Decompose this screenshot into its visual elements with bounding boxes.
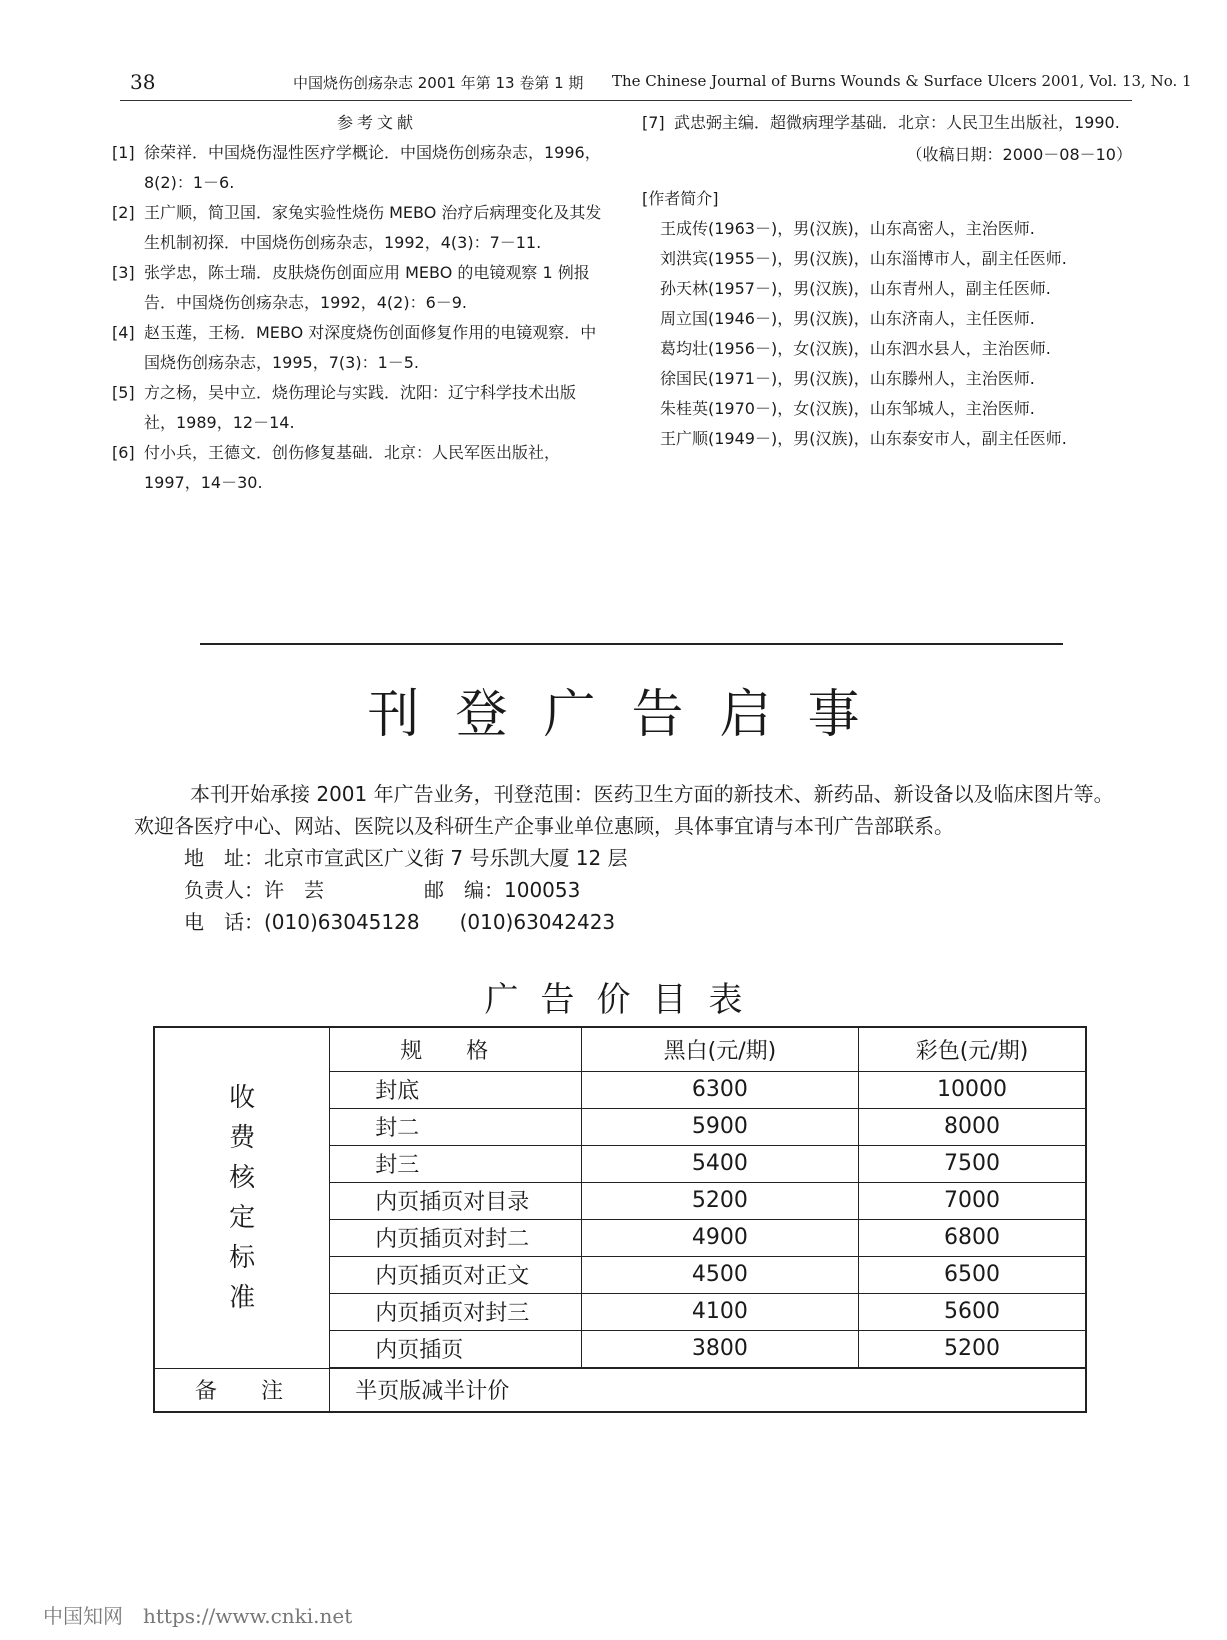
- header-bw: 黑白(元/期): [581, 1027, 858, 1071]
- header-color: 彩色(元/期): [859, 1027, 1086, 1071]
- spec-cell: 封底: [330, 1071, 582, 1108]
- reference-item: [112, 198, 602, 258]
- header-divider: [120, 100, 1132, 101]
- author-bio: 王广顺(1949－)，男(汉族)，山东泰安市人，副主任医师.: [660, 429, 1067, 448]
- color-price-cell: 6800: [859, 1219, 1086, 1256]
- author-bio: 徐国民(1971－)，男(汉族)，山东滕州人，主治医师.: [660, 369, 1035, 388]
- reference-text: 方之杨，吴中立．烧伤理论与实践．沈阳：辽宁科学技术出版社，1989，12－14.: [144, 383, 577, 432]
- category-cell: [154, 1027, 330, 1368]
- reference-number: [3]: [112, 263, 135, 282]
- right-column: [642, 108, 1142, 454]
- reference-number: [4]: [112, 323, 135, 342]
- bw-price-cell: 4500: [581, 1256, 858, 1293]
- color-price-cell: 7000: [859, 1182, 1086, 1219]
- header-spec: 规 格: [330, 1027, 582, 1071]
- author-bio: 孙天林(1957－)，男(汉族)，山东青州人，副主任医师.: [660, 279, 1051, 298]
- price-table-title: 广告价目表: [484, 980, 765, 1020]
- spec-cell: 内页插页对封二: [330, 1219, 582, 1256]
- remark-row: [154, 1368, 1086, 1412]
- bw-price-cell: 3800: [581, 1330, 858, 1367]
- references-section: [112, 108, 602, 498]
- notice-address: 地 址：北京市宣武区广义街 7 号乐凯大厦 12 层: [184, 846, 628, 870]
- bw-price-cell: 5200: [581, 1182, 858, 1219]
- references-heading: 参考文献: [336, 113, 417, 132]
- reference-number: [7]: [642, 113, 665, 132]
- spec-cell: 封二: [330, 1108, 582, 1145]
- category-char: 核: [229, 1162, 256, 1193]
- journal-title-cn: 中国烧伤创疡杂志 2001 年第 13 卷第 1 期: [293, 74, 584, 92]
- spec-cell: 封三: [330, 1145, 582, 1182]
- author-bio: 朱桂英(1970－)，女(汉族)，山东邹城人，主治医师.: [660, 399, 1035, 418]
- bw-price-cell: 4100: [581, 1293, 858, 1330]
- reference-text: 付小兵，王德文．创伤修复基础．北京：人民军医出版社，1997，14－30.: [144, 443, 561, 492]
- notice-phone: 电 话：(010)63045128 (010)63042423: [184, 910, 616, 934]
- received-date: （收稿日期：2000－08－10）: [906, 145, 1132, 164]
- reference-text: 王广顺，简卫国．家兔实验性烧伤 MEBO 治疗后病理变化及其发生机制初探．中国烧伤创疡杂志，1992，4(3)：7－11.: [144, 203, 602, 252]
- spec-cell: 内页插页对目录: [330, 1182, 582, 1219]
- spec-cell: 内页插页: [330, 1330, 582, 1367]
- author-bio: 王成传(1963－)，男(汉族)，山东高密人，主治医师.: [660, 219, 1035, 238]
- color-price-cell: 5200: [859, 1330, 1086, 1367]
- notice-title: 刊登广告启事: [367, 685, 896, 745]
- remark-label: 备 注: [154, 1368, 330, 1412]
- price-table: [153, 1026, 1087, 1413]
- bw-price-cell: 4900: [581, 1219, 858, 1256]
- reference-number: [1]: [112, 143, 135, 162]
- remark-text: 半页版减半计价: [330, 1368, 1086, 1412]
- reference-text: 张学忠，陈士瑞．皮肤烧伤创面应用 MEBO 的电镜观察 1 例报告．中国烧伤创疡杂志，1992，4(2)：6－9.: [144, 263, 590, 312]
- bw-price-cell: 5400: [581, 1145, 858, 1182]
- category-char: 准: [229, 1282, 256, 1313]
- reference-item: [112, 378, 602, 438]
- author-bio: 周立国(1946－)，男(汉族)，山东济南人，主任医师.: [660, 309, 1035, 328]
- color-price-cell: 6500: [859, 1256, 1086, 1293]
- page-number: 38: [130, 70, 156, 94]
- journal-title-en: The Chinese Journal of Burns Wounds & Surface Ulcers 2001, Vol. 13, No. 1: [612, 72, 1192, 90]
- category-char: 费: [229, 1122, 256, 1153]
- reference-number: [2]: [112, 203, 135, 222]
- category-char: 收: [229, 1082, 256, 1113]
- color-price-cell: 5600: [859, 1293, 1086, 1330]
- reference-item: [112, 258, 602, 318]
- watermark: 中国知网 https://www.cnki.net: [43, 1604, 353, 1628]
- color-price-cell: 10000: [859, 1071, 1086, 1108]
- notice-contact: 负责人：许 芸 邮 编：100053: [184, 878, 581, 902]
- color-price-cell: 8000: [859, 1108, 1086, 1145]
- author-bio-heading: [作者简介]: [642, 189, 719, 208]
- spec-cell: 内页插页对封三: [330, 1293, 582, 1330]
- reference-number: [5]: [112, 383, 135, 402]
- author-bio: 刘洪宾(1955－)，男(汉族)，山东淄博市人，副主任医师.: [660, 249, 1067, 268]
- bw-price-cell: 5900: [581, 1108, 858, 1145]
- notice-body: [134, 778, 1114, 938]
- notice-divider: [200, 643, 1063, 645]
- spec-cell: 内页插页对正文: [330, 1256, 582, 1293]
- category-char: 定: [229, 1202, 256, 1233]
- reference-text: 赵玉莲，王杨．MEBO 对深度烧伤创面修复作用的电镜观察．中国烧伤创疡杂志，1995，7(3)：1－5.: [144, 323, 597, 372]
- reference-item: [112, 138, 602, 198]
- reference-item: [112, 438, 602, 498]
- category-char: 标: [229, 1242, 256, 1273]
- reference-text: 武忠弼主编．超微病理学基础．北京：人民卫生出版社，1990.: [674, 113, 1120, 132]
- reference-text: 徐荣祥．中国烧伤湿性医疗学概论．中国烧伤创疡杂志，1996，8(2)：1－6.: [144, 143, 601, 192]
- author-bio: 葛均壮(1956－)，女(汉族)，山东泗水县人，主治医师.: [660, 339, 1051, 358]
- color-price-cell: 7500: [859, 1145, 1086, 1182]
- table-header-row: [154, 1027, 1086, 1071]
- reference-number: [6]: [112, 443, 135, 462]
- notice-paragraph: 本刊开始承接 2001 年广告业务，刊登范围：医药卫生方面的新技术、新药品、新设备以及临床图片等。欢迎各医疗中心、网站、医院以及科研生产企事业单位惠顾，具体事宜请与本刊广告部联系。: [134, 782, 1114, 838]
- reference-item: [642, 108, 1142, 138]
- reference-item: [112, 318, 602, 378]
- bw-price-cell: 6300: [581, 1071, 858, 1108]
